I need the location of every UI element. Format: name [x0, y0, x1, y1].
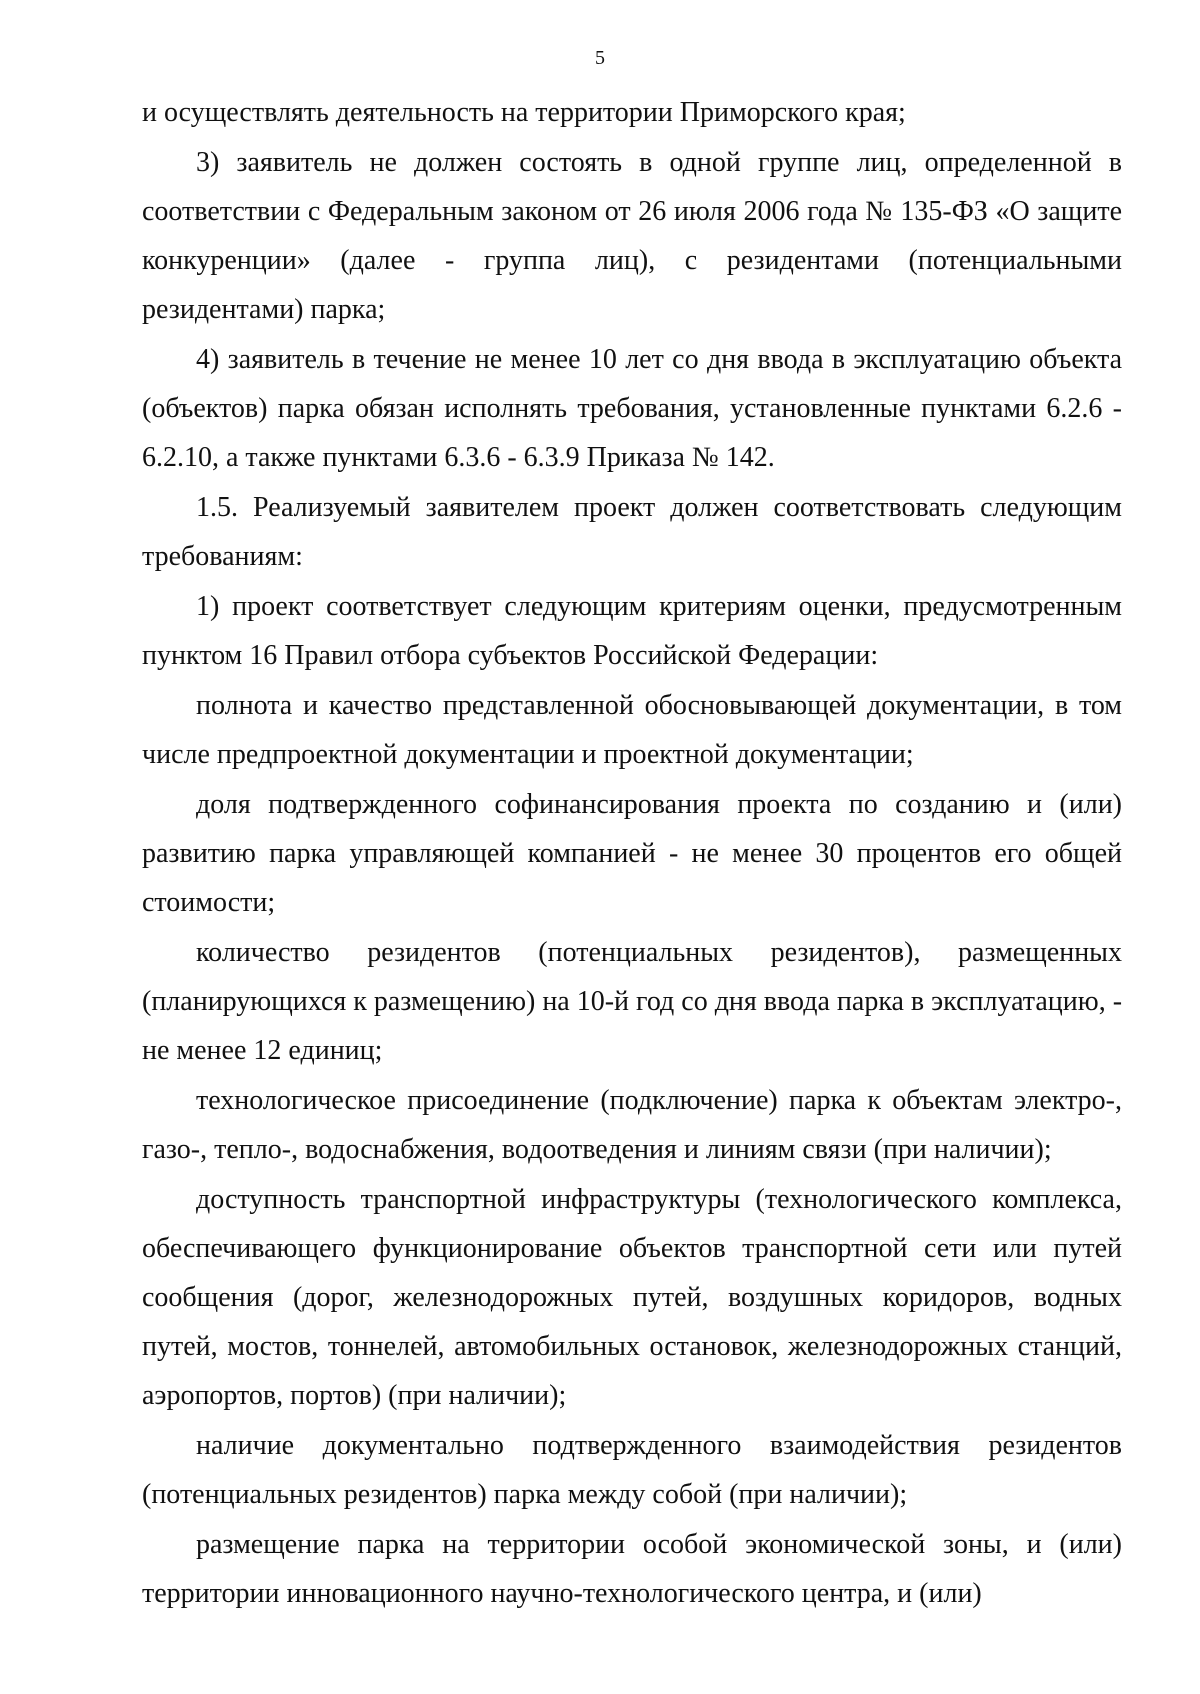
- paragraph-section-1-5: 1.5. Реализуемый заявителем проект должен соответствовать следующим требованиям:: [142, 492, 1122, 572]
- paragraph-continuation: и осуществлять деятельность на территории Приморского края;: [142, 97, 906, 128]
- paragraph-item-3: 3) заявитель не должен состоять в одной группе лиц, определенной в соответствии с Федеральным законом от 26 июля 2006 года № 135-ФЗ «О защите конкуренции» (далее - группа лиц), с резидентами (потенциальными резидентами) парка;: [142, 147, 1122, 325]
- paragraph-criterion-transport: доступность транспортной инфраструктуры (технологического комплекса, обеспечивающего функционирование объектов транспортной сети или путей сообщения (дорог, железнодорожных путей, воздушных коридоров, водных путей, мостов, тоннелей, автомобильных остановок, железнодорожных станций, аэропортов, портов) (при наличии);: [142, 1184, 1122, 1411]
- paragraph-criterion-cofinancing: доля подтвержденного софинансирования проекта по созданию и (или) развитию парка управляющей компанией - не менее 30 процентов его общей стоимости;: [142, 789, 1122, 918]
- paragraph-criterion-utilities: технологическое присоединение (подключение) парка к объектам электро-, газо-, тепло-, водоснабжения, водоотведения и линиям связи (при наличии);: [142, 1085, 1122, 1165]
- paragraph-criterion-interaction: наличие документально подтвержденного взаимодействия резидентов (потенциальных резидентов) парка между собой (при наличии);: [142, 1430, 1122, 1510]
- paragraph-item-4: 4) заявитель в течение не менее 10 лет со дня ввода в эксплуатацию объекта (объектов) парка обязан исполнять требования, установленные пунктами 6.2.6 - 6.2.10, а также пунктами 6.3.6 - 6.3.9 Приказа № 142.: [142, 344, 1122, 473]
- paragraph-criterion-documentation: полнота и качество представленной обосновывающей документации, в том числе предпроектной документации и проектной документации;: [142, 690, 1122, 770]
- page-number: 5: [595, 47, 605, 69]
- document-body: [142, 88, 1122, 1618]
- paragraph-criterion-residents-count: количество резидентов (потенциальных резидентов), размещенных (планирующихся к размещению) на 10-й год со дня ввода парка в эксплуатацию, - не менее 12 единиц;: [142, 937, 1123, 1066]
- paragraph-criterion-special-zone: размещение парка на территории особой экономической зоны, и (или) территории инновационного научно-технологического центра, и (или): [142, 1529, 1122, 1609]
- paragraph-criteria-intro: 1) проект соответствует следующим критериям оценки, предусмотренным пунктом 16 Правил отбора субъектов Российской Федерации:: [142, 591, 1122, 671]
